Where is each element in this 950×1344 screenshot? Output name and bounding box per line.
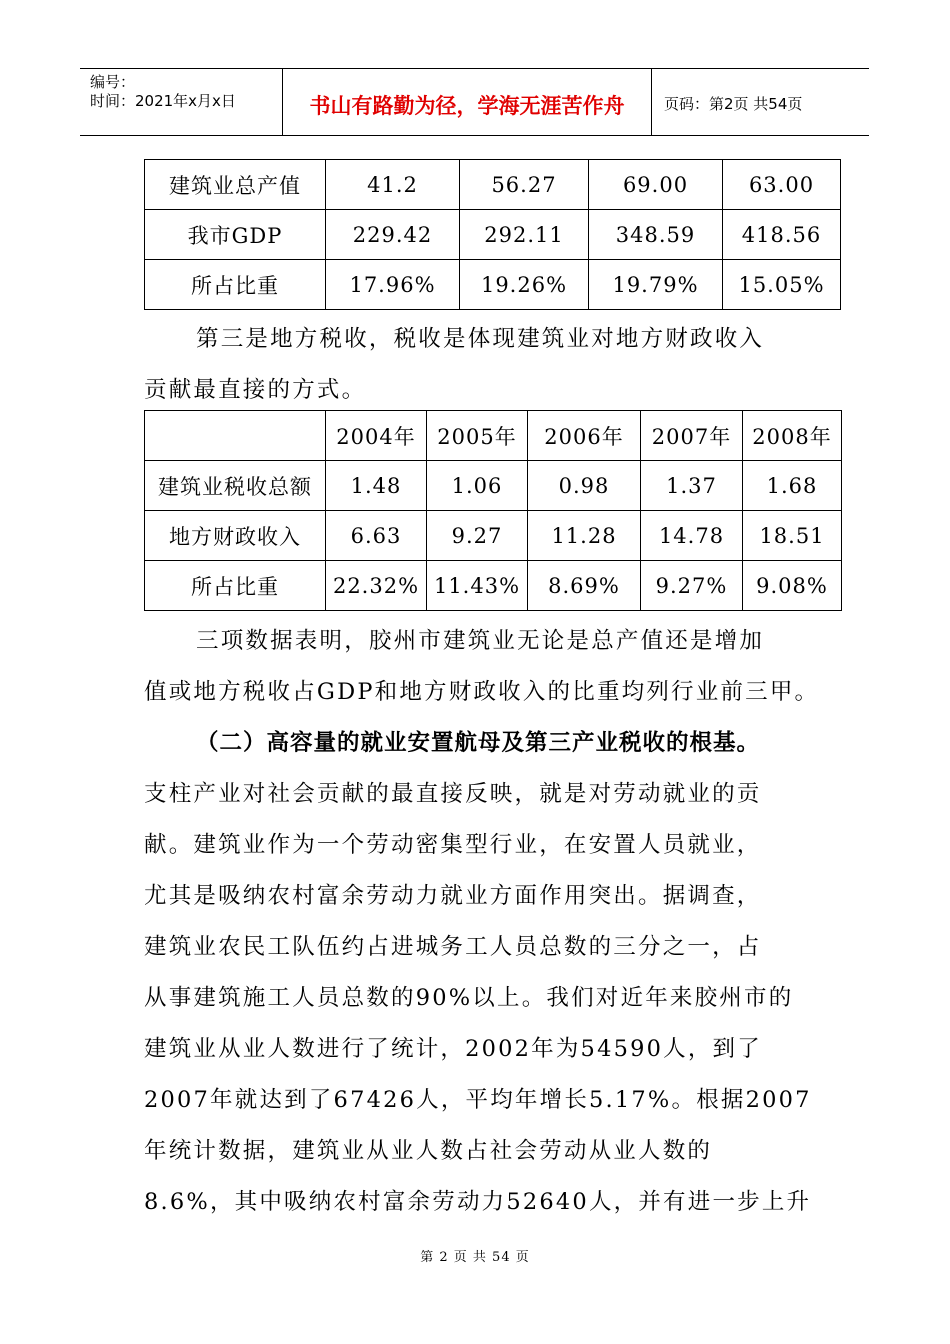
table-row: [145, 461, 842, 511]
column-header: 2008年: [743, 411, 842, 461]
paragraph-tax: [144, 314, 824, 416]
table-cell: 292.11: [460, 210, 589, 260]
text-line: 第三是地方税收，税收是体现建筑业对地方财政收入: [196, 326, 765, 352]
table-header-row: [145, 411, 842, 461]
column-header: 2006年: [528, 411, 641, 461]
gdp-share-table: [144, 159, 841, 310]
column-header: [145, 411, 326, 461]
column-header: 2005年: [427, 411, 528, 461]
table-row: [145, 511, 842, 561]
table-cell: 9.08%: [743, 561, 842, 611]
table-cell: 418.56: [723, 210, 841, 260]
table-cell: 229.42: [326, 210, 460, 260]
section-body: [144, 718, 824, 1228]
row-label: 建筑业总产值: [145, 160, 326, 210]
row-label: 所占比重: [145, 260, 326, 310]
table-row: [145, 210, 841, 260]
table-cell: 9.27: [427, 511, 528, 561]
table-cell: 11.28: [528, 511, 641, 561]
table-cell: 22.32%: [326, 561, 427, 611]
table-cell: 19.79%: [589, 260, 723, 310]
text-line: 2007年就达到了67426人，平均年增长5.17%。根据2007: [144, 1087, 812, 1113]
table-cell: 1.06: [427, 461, 528, 511]
row-label: 所占比重: [145, 561, 326, 611]
row-label: 我市GDP: [145, 210, 326, 260]
header-meta: [80, 69, 282, 135]
text-line: 尤其是吸纳农村富余劳动力就业方面作用突出。据调查，: [144, 883, 762, 909]
text-line: 8.6%，其中吸纳农村富余劳动力52640人，并有进一步上升: [144, 1189, 812, 1215]
text-line: 值或地方税收占GDP和地方财政收入的比重均列行业前三甲。: [144, 679, 820, 705]
table-cell: 15.05%: [723, 260, 841, 310]
table-row: [145, 260, 841, 310]
table-cell: 69.00: [589, 160, 723, 210]
table-cell: 41.2: [326, 160, 460, 210]
table-cell: 1.48: [326, 461, 427, 511]
table-cell: 19.26%: [460, 260, 589, 310]
text-line: 建筑业农民工队伍约占进城务工人员总数的三分之一，占: [144, 934, 762, 960]
section-heading: （二）高容量的就业安置航母及第三产业税收的根基。: [196, 730, 761, 756]
tax-share-table: [144, 410, 842, 611]
table-cell: 14.78: [641, 511, 743, 561]
table-cell: 56.27: [460, 160, 589, 210]
paragraph-summary: [144, 616, 824, 718]
header-motto: 书山有路勤为径，学海无涯苦作舟: [282, 69, 652, 135]
text-line: 三项数据表明，胶州市建筑业无论是总产值还是增加: [196, 628, 765, 654]
table-cell: 1.37: [641, 461, 743, 511]
column-header: 2007年: [641, 411, 743, 461]
row-label: 建筑业税收总额: [145, 461, 326, 511]
table-cell: 63.00: [723, 160, 841, 210]
table-cell: 348.59: [589, 210, 723, 260]
table-cell: 1.68: [743, 461, 842, 511]
table-cell: 11.43%: [427, 561, 528, 611]
table-cell: 9.27%: [641, 561, 743, 611]
doc-number-label: 编号：: [90, 73, 136, 91]
text-line: 从事建筑施工人员总数的90%以上。我们对近年来胶州市的: [144, 985, 794, 1011]
text-line: 献。建筑业作为一个劳动密集型行业，在安置人员就业，: [144, 832, 762, 858]
text-line: 年统计数据，建筑业从业人数占社会劳动从业人数的: [144, 1138, 713, 1164]
table-row: [145, 561, 842, 611]
table-cell: 0.98: [528, 461, 641, 511]
table-cell: 17.96%: [326, 260, 460, 310]
text-line: 支柱产业对社会贡献的最直接反映，就是对劳动就业的贡: [144, 781, 762, 807]
page-header: [80, 68, 869, 136]
page-footer: 第 2 页 共 54 页: [420, 1250, 530, 1265]
text-line: 建筑业从业人数进行了统计，2002年为54590人，到了: [144, 1036, 762, 1062]
table-cell: 6.63: [326, 511, 427, 561]
column-header: 2004年: [326, 411, 427, 461]
row-label: 地方财政收入: [145, 511, 326, 561]
table-row: [145, 160, 841, 210]
header-page-info: 页码：第2页 共54页: [664, 95, 803, 113]
doc-date-label: 时间：2021年x月x日: [90, 92, 236, 110]
table-cell: 8.69%: [528, 561, 641, 611]
table-cell: 18.51: [743, 511, 842, 561]
text-line: 贡献最直接的方式。: [144, 377, 367, 403]
